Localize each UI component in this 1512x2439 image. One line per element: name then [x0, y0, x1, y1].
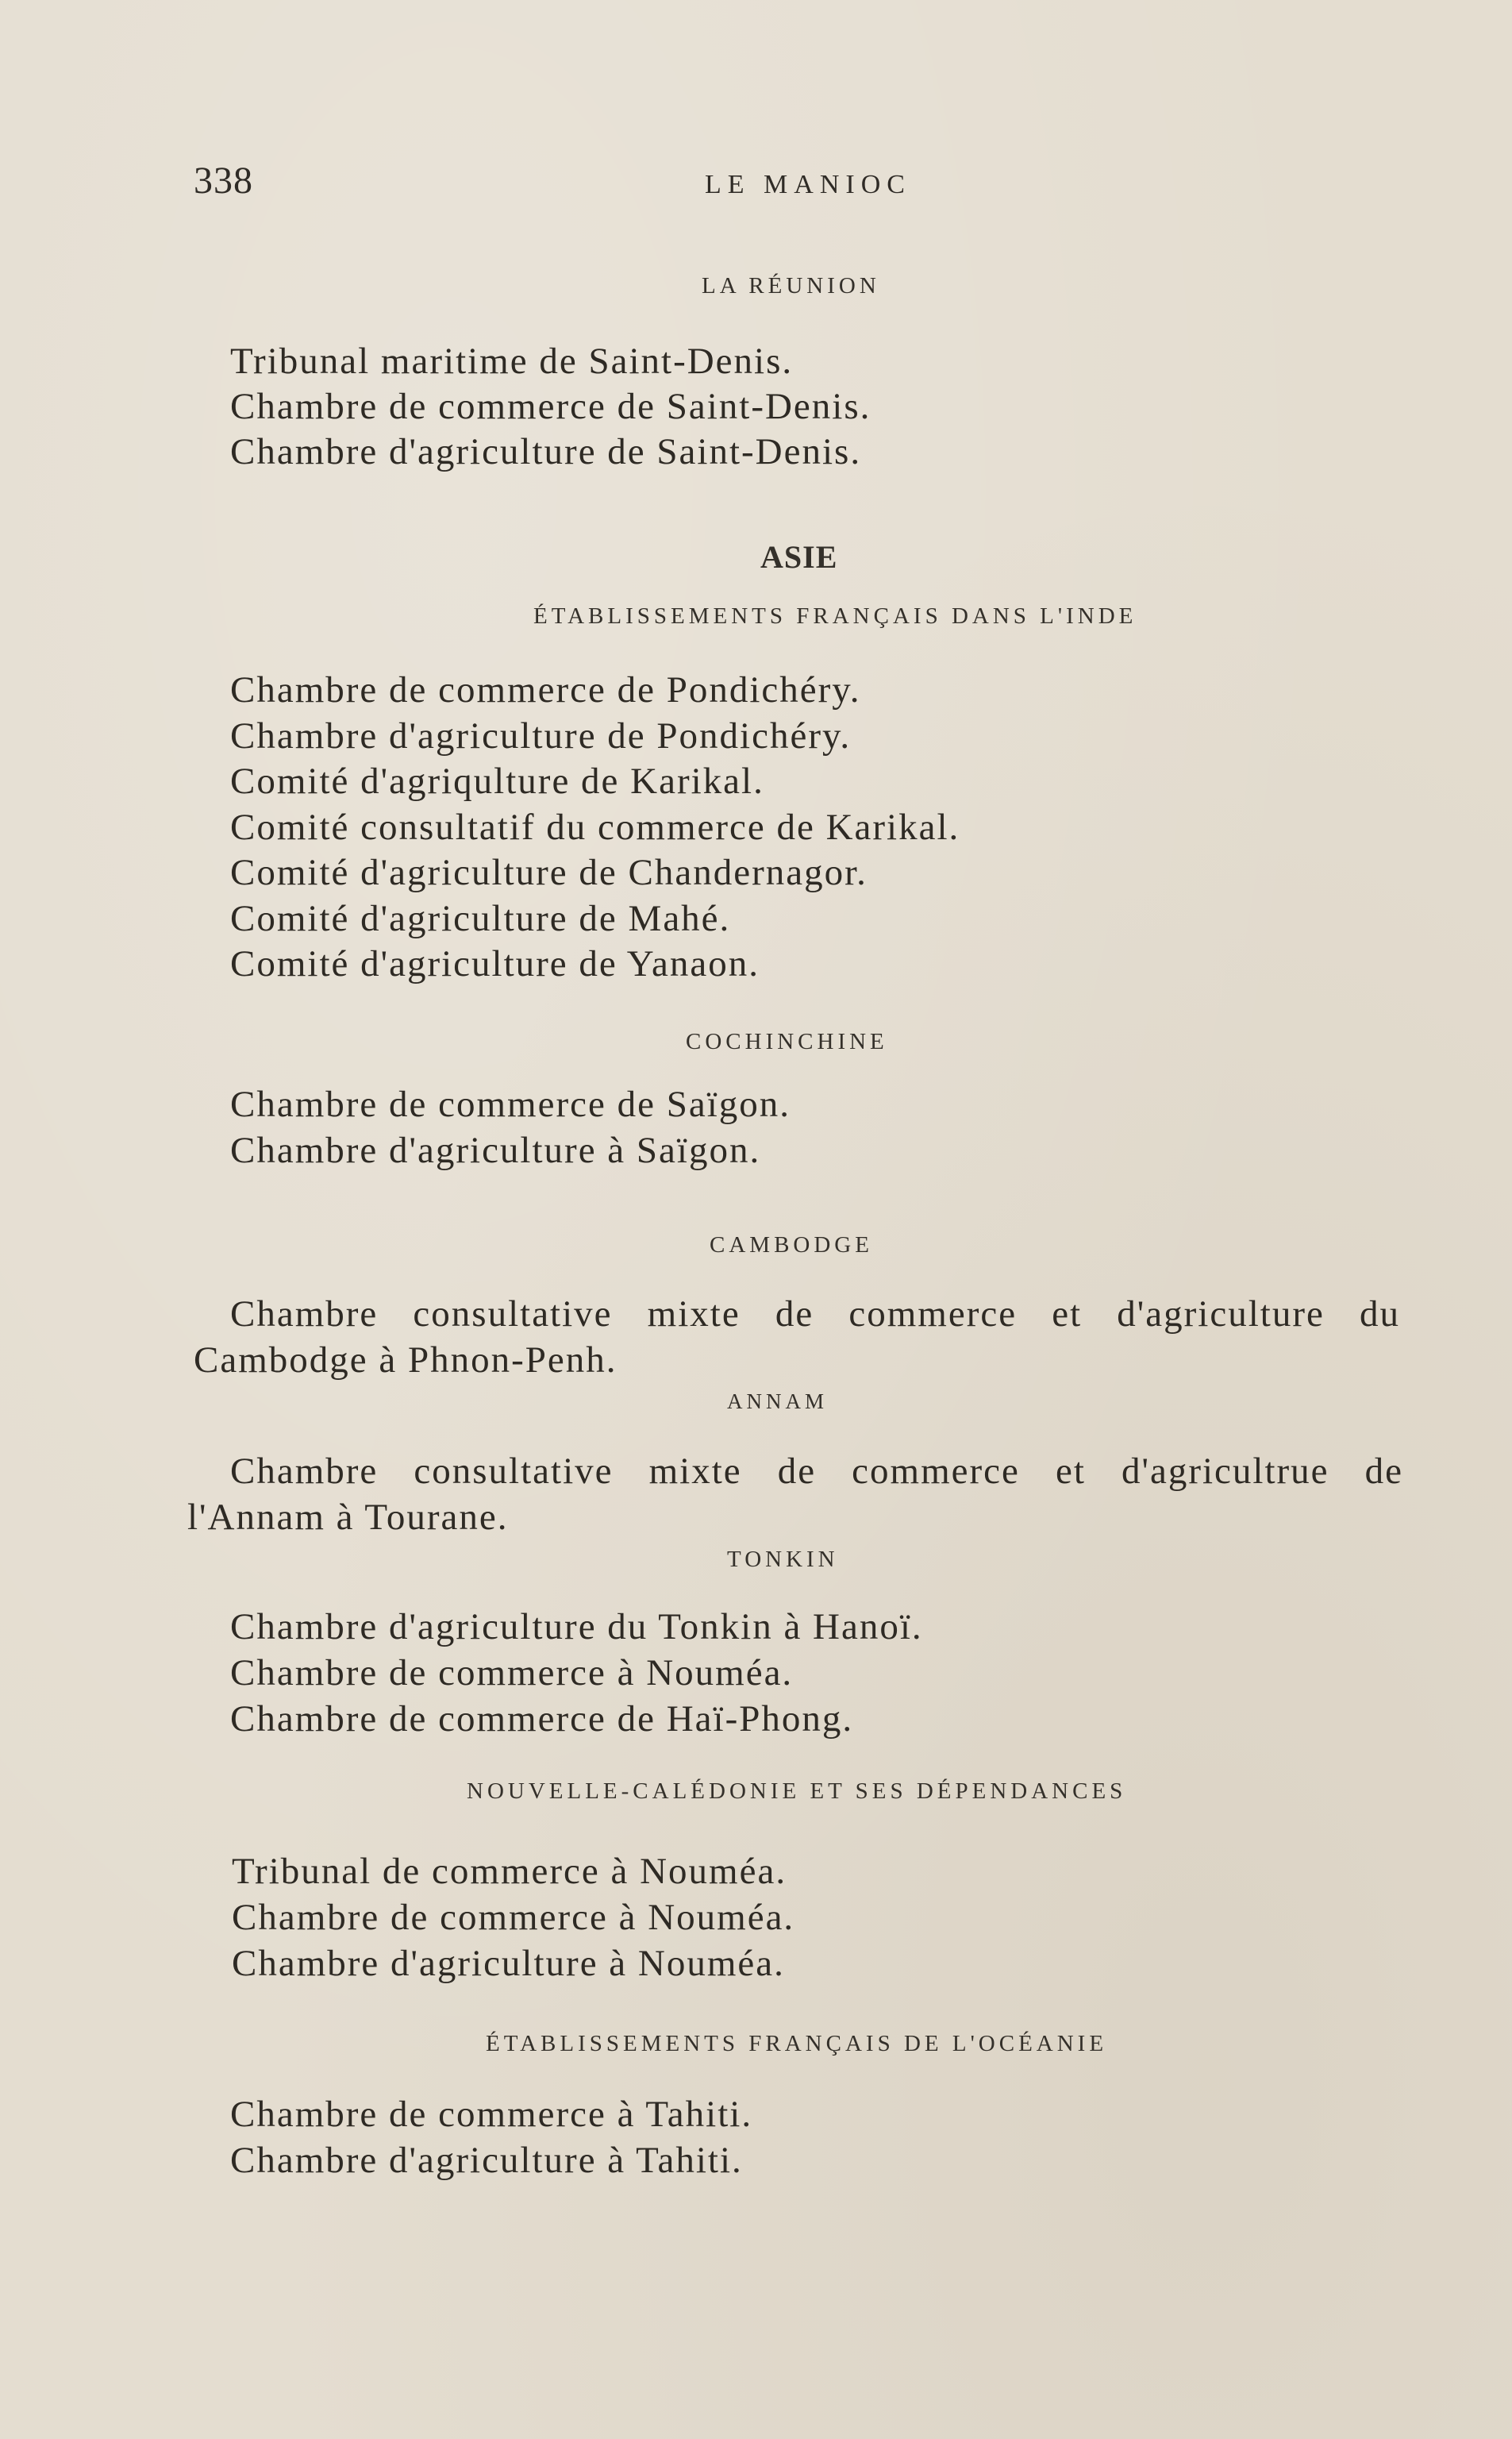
list-item: Chambre de commerce de Saïgon. — [230, 1084, 791, 1125]
list-item: Chambre d'agriculture du Tonkin à Hanoï. — [230, 1606, 923, 1647]
list-item: Chambre d'agriculture à Tahiti. — [230, 2140, 743, 2181]
list-item: Chambre de commerce à Nouméa. — [230, 1652, 794, 1693]
section-heading-caledonie: NOUVELLE-CALÉDONIE ET SES DÉPENDANCES — [467, 1778, 1127, 1804]
section-heading-reunion: LA RÉUNION — [702, 273, 880, 299]
list-item: Comité d'agriculture de Mahé. — [230, 898, 731, 939]
list-item: Chambre d'agriculture à Saïgon. — [230, 1130, 761, 1171]
list-item: Chambre de commerce de Pondichéry. — [230, 669, 861, 711]
section-heading-tonkin: TONKIN — [727, 1547, 839, 1572]
list-item: Chambre d'agriculture de Pondichéry. — [230, 715, 852, 757]
list-item: Tribunal maritime de Saint-Denis. — [230, 341, 794, 382]
page-number: 338 — [194, 160, 253, 202]
section-heading-cochinchine: COCHINCHINE — [686, 1029, 888, 1054]
list-item: Comité d'agriqulture de Karikal. — [230, 761, 764, 802]
list-item: Comité d'agriculture de Chandernagor. — [230, 852, 868, 893]
list-item: Chambre d'agriculture de Saint-Denis. — [230, 431, 862, 472]
list-item: Chambre de commerce de Haï-Phong. — [230, 1698, 854, 1740]
list-item: Comité d'agriculture de Yanaon. — [230, 943, 760, 984]
list-item: Chambre de commerce à Tahiti. — [230, 2094, 753, 2135]
list-item: Comité consultatif du commerce de Karikal. — [230, 807, 960, 848]
list-item: Cambodge à Phnon-Penh. — [194, 1339, 617, 1381]
list-item: Chambre d'agriculture à Nouméa. — [232, 1943, 785, 1984]
running-title: LE MANIOC — [705, 170, 911, 199]
list-item: Chambre consultative mixte de commerce et d'agricultrue de — [230, 1451, 1403, 1492]
section-heading-oceanie: ÉTABLISSEMENTS FRANÇAIS DE L'OCÉANIE — [486, 2031, 1108, 2056]
list-item: Chambre de commerce de Saint-Denis. — [230, 386, 871, 427]
list-item: l'Annam à Tourane. — [187, 1497, 509, 1538]
section-heading-asie: ASIE — [760, 539, 838, 575]
list-item: Tribunal de commerce à Nouméa. — [232, 1851, 787, 1892]
list-item: Chambre consultative mixte de commerce et d'agriculture du — [230, 1293, 1400, 1335]
section-heading-inde: ÉTABLISSEMENTS FRANÇAIS DANS L'INDE — [533, 603, 1137, 629]
section-heading-cambodge: CAMBODGE — [710, 1232, 873, 1258]
section-heading-annam: ANNAM — [727, 1389, 829, 1413]
list-item: Chambre de commerce à Nouméa. — [232, 1897, 795, 1938]
